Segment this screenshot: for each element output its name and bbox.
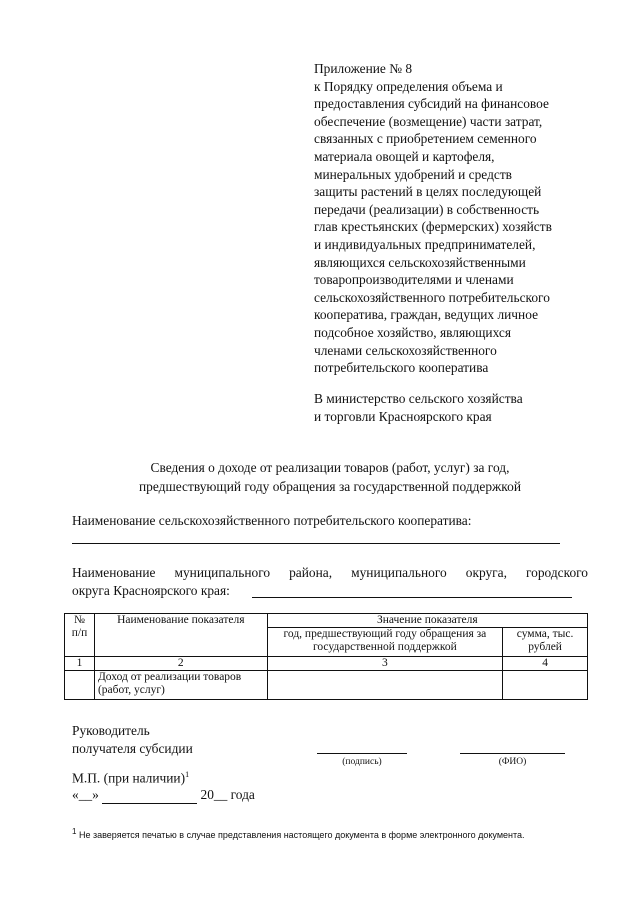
title-line-1: Сведения о доходе от реализации товаров (работ, услуг) за год,	[150, 460, 510, 475]
cooperative-name-field[interactable]	[72, 543, 560, 544]
appendix-line: Приложение № 8	[314, 61, 413, 76]
column-number: 3	[267, 657, 503, 671]
recipient-block	[314, 390, 614, 425]
date-line	[72, 786, 255, 804]
appendix-line: связанных с приобретением семенного	[314, 131, 537, 147]
sum-value-cell[interactable]	[503, 671, 588, 700]
head-title-line-2: получателя субсидии	[72, 741, 193, 756]
fio-field[interactable]	[460, 753, 565, 754]
header-value: Значение показателя	[267, 614, 587, 628]
stamp-text: М.П. (при наличии)	[72, 770, 186, 786]
appendix-line: и индивидуальных предпринимателей,	[314, 236, 536, 252]
appendix-line: сельскохозяйственного потребительского	[314, 289, 550, 305]
column-number: 2	[94, 657, 267, 671]
date-month-field[interactable]	[102, 789, 197, 804]
appendix-line: потребительского кооператива	[314, 360, 489, 376]
footnote-mark: 1	[72, 827, 77, 836]
municipality-name-field[interactable]	[252, 597, 572, 598]
row-number-cell	[65, 671, 95, 700]
row-name-cell: Доход от реализации товаров (работ, услуг)	[94, 671, 267, 700]
appendix-line: предоставления субсидий на финансовое	[314, 96, 549, 112]
cooperative-label: Наименование сельскохозяйственного потребительского кооператива:	[72, 513, 472, 528]
fio-caption: (ФИО)	[498, 757, 527, 767]
municipality-label-line-2: округа Красноярского края:	[72, 583, 230, 598]
income-table	[64, 613, 588, 700]
appendix-line: передачи (реализации) в собственность	[314, 201, 540, 217]
header-name: Наименование показателя	[94, 614, 267, 657]
header-num: № п/п	[65, 614, 95, 657]
header-sum: сумма, тыс. рублей	[503, 628, 588, 657]
signature-field[interactable]	[317, 753, 407, 754]
appendix-line: являющихся сельскохозяйственными	[314, 254, 526, 270]
stamp-label	[72, 766, 189, 787]
appendix-line: минеральных удобрений и средств	[314, 166, 513, 182]
signature-caption: (подпись)	[342, 757, 382, 767]
appendix-line: обеспечение (возмещение) части затрат,	[314, 113, 543, 129]
recipient-line: В министерство сельского хозяйства	[314, 391, 523, 406]
date-year: 20__ года	[200, 787, 255, 802]
column-number: 1	[65, 657, 95, 671]
appendix-line: глав крестьянских (фермерских) хозяйств	[314, 219, 552, 235]
municipality-label-line-1: Наименование муниципального района, муниципального округа, городского	[72, 565, 588, 580]
header-year: год, предшествующий году обращения за государственной поддержкой	[267, 628, 503, 657]
appendix-line: к Порядку определения объема и	[314, 78, 503, 94]
appendix-header	[314, 60, 614, 377]
appendix-line: подсобное хозяйство, являющихся	[314, 324, 512, 340]
head-title-line-1: Руководитель	[72, 723, 150, 738]
document-title	[70, 459, 590, 496]
date-day: «__»	[72, 787, 99, 802]
appendix-line: членами сельскохозяйственного	[314, 342, 497, 358]
footnote	[72, 825, 592, 842]
appendix-line: защиты растений в целях последующей	[314, 184, 542, 200]
recipient-line: и торговли Красноярского края	[314, 408, 492, 424]
appendix-line: товаропроизводителями и членами	[314, 272, 514, 288]
appendix-line: материала овощей и картофеля,	[314, 148, 495, 164]
column-number: 4	[503, 657, 588, 671]
stamp-footnote-mark: 1	[185, 770, 190, 779]
appendix-line: кооператива, граждан, ведущих личное	[314, 307, 539, 323]
year-value-cell[interactable]	[267, 671, 503, 700]
title-line-2: предшествующий году обращения за государственной поддержкой	[139, 478, 521, 494]
footnote-text: Не заверяется печатью в случае представления настоящего документа в форме электронного документа.	[78, 830, 525, 840]
